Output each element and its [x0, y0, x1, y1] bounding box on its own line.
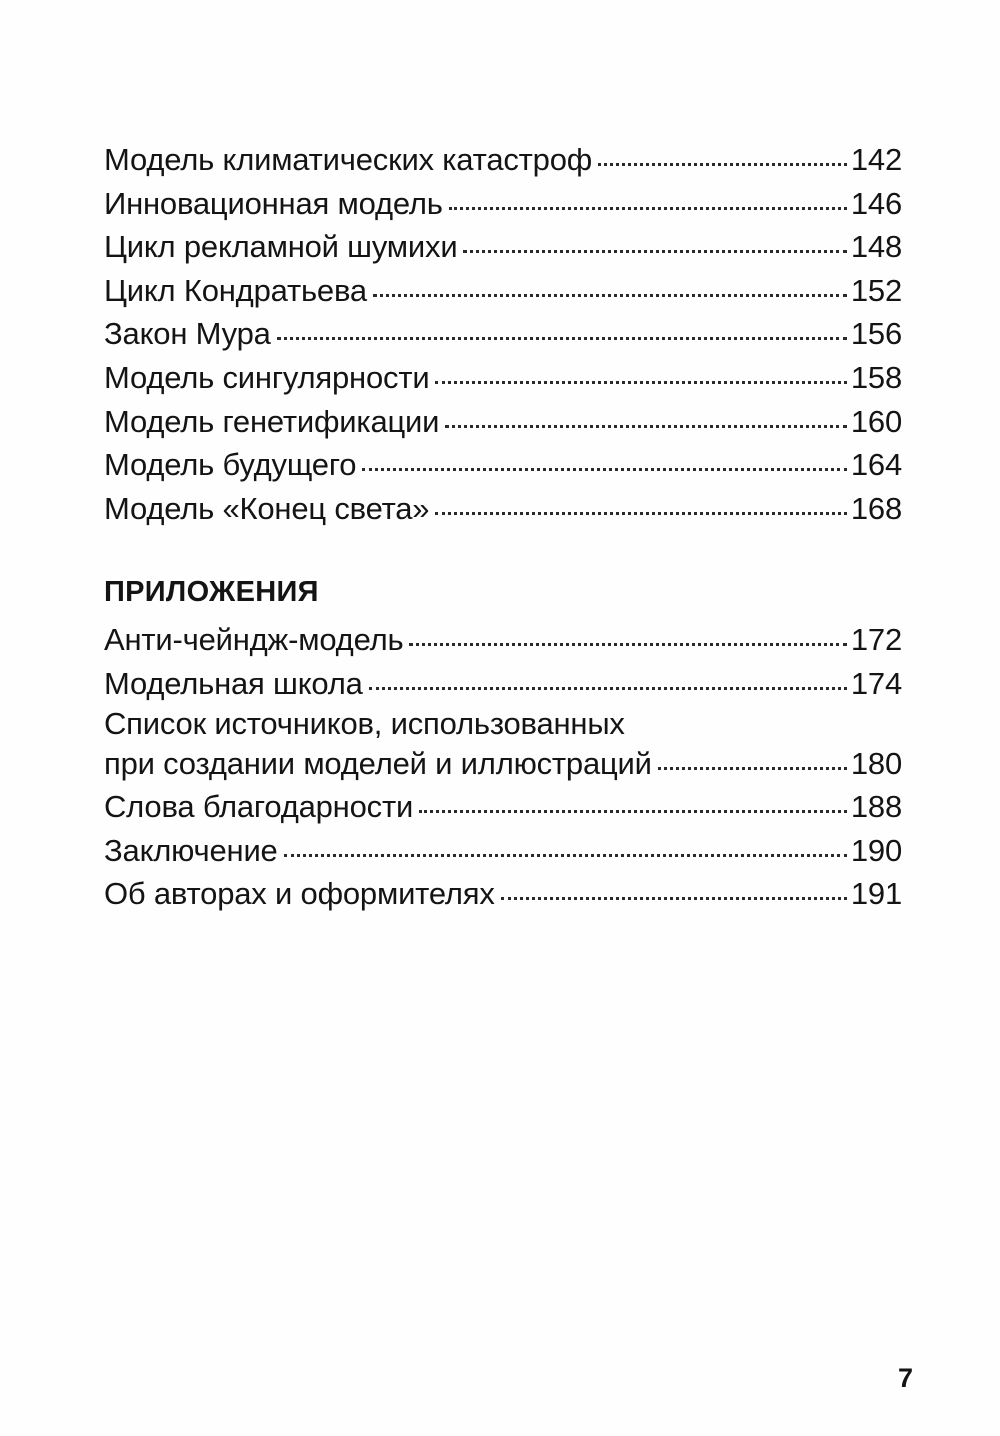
- dot-leader: [449, 207, 847, 210]
- toc-entry-page: 190: [850, 832, 902, 868]
- dot-leader: [373, 294, 847, 297]
- dot-leader: [435, 512, 847, 515]
- toc-entry-title: Об авторах и оформителях: [104, 876, 495, 912]
- toc-entry: [104, 618, 902, 662]
- toc-entry-title: Модельная школа: [104, 665, 363, 701]
- toc-entry: [104, 705, 902, 785]
- toc-entry-page: 168: [850, 490, 902, 526]
- toc-entry-page: 191: [850, 876, 902, 912]
- toc-entry: [104, 138, 902, 182]
- toc-entry-page: 172: [850, 622, 902, 657]
- toc-entry-page: 142: [850, 142, 902, 177]
- toc-entry: [104, 225, 902, 269]
- toc-entry-page: 188: [850, 789, 902, 825]
- toc-entry: [104, 312, 902, 356]
- toc-entry-page: 164: [850, 447, 902, 483]
- dot-leader: [598, 163, 847, 166]
- dot-leader: [463, 250, 846, 253]
- toc-entry-page: 158: [850, 359, 902, 395]
- toc-entry: [104, 356, 902, 400]
- toc-entry-title-line1: Список источников, использованных: [104, 706, 625, 742]
- dot-leader: [284, 854, 847, 857]
- toc-entry-title: Закон Мура: [104, 316, 271, 352]
- toc-entry: [104, 269, 902, 313]
- appendix-contents: [104, 618, 902, 916]
- toc-entry: [104, 785, 902, 829]
- toc-entry-title: Цикл рекламной шумихи: [104, 229, 458, 265]
- toc-entry: [104, 872, 902, 916]
- toc-entry: [104, 662, 902, 706]
- toc-entry-page: 174: [850, 665, 902, 701]
- toc-entry-title: Модель будущего: [104, 447, 357, 483]
- page-number: 7: [897, 1363, 913, 1393]
- dot-leader: [658, 767, 847, 770]
- toc-entry: [104, 829, 902, 873]
- dot-leader: [435, 381, 846, 384]
- dot-leader: [445, 425, 847, 428]
- toc-entry-title: Заключение: [104, 832, 278, 868]
- toc-entry-title: Цикл Кондратьева: [104, 272, 367, 308]
- toc-entry-title: Модель климатических катастроф: [104, 142, 593, 177]
- toc-entry-title: Модель сингулярности: [104, 359, 430, 395]
- table-of-contents: [104, 138, 902, 530]
- section-heading-appendix: ПРИЛОЖЕНИЯ: [104, 576, 319, 608]
- toc-entry-title: Анти-чейндж-модель: [104, 622, 404, 657]
- toc-entry-title-line2: при создании моделей и иллюстраций: [104, 746, 652, 782]
- toc-entry: [104, 182, 902, 226]
- dot-leader: [369, 687, 847, 690]
- toc-entry-page: 180: [850, 746, 902, 782]
- toc-entry-line2: [104, 743, 902, 785]
- toc-entry-title: Модель генетификации: [104, 403, 440, 439]
- toc-entry-title: Инновационная модель: [104, 185, 443, 221]
- toc-entry: [104, 487, 902, 531]
- toc-entry-page: 156: [850, 316, 902, 352]
- toc-entry-page: 152: [850, 272, 902, 308]
- dot-leader: [277, 337, 847, 340]
- toc-entry-page: 146: [850, 185, 902, 221]
- dot-leader: [419, 810, 847, 813]
- dot-leader: [362, 468, 847, 471]
- dot-leader: [409, 643, 846, 646]
- toc-entry-page: 148: [850, 229, 902, 265]
- toc-entry: [104, 400, 902, 444]
- toc-entry-page: 160: [850, 403, 902, 439]
- toc-entry-title: Слова благодарности: [104, 789, 414, 825]
- dot-leader: [501, 897, 847, 900]
- toc-entry-title: Модель «Конец света»: [104, 490, 430, 526]
- toc-entry: [104, 443, 902, 487]
